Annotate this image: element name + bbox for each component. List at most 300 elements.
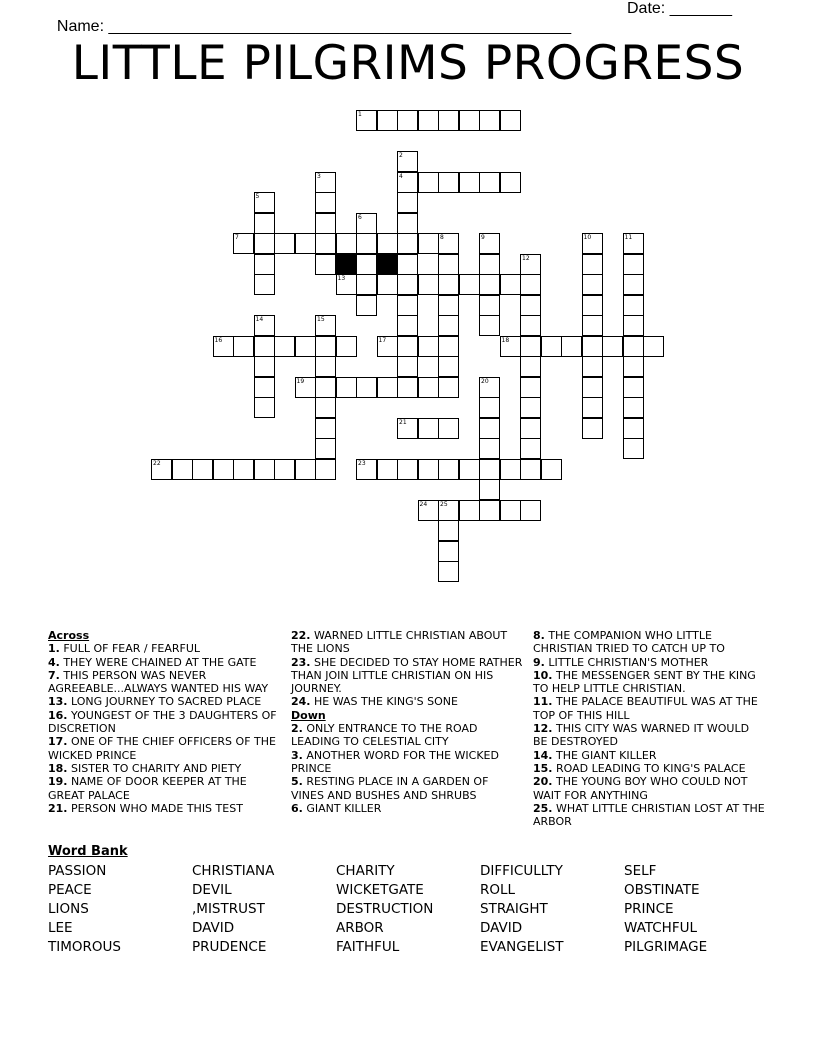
word-bank-item: DAVID [192, 920, 235, 936]
word-bank-item: DAVID [480, 920, 523, 936]
answer-cell[interactable] [233, 336, 254, 357]
answer-cell[interactable] [274, 459, 295, 480]
clue-text: ONE OF THE CHIEF OFFICERS OF THE WICKED PRINCE [48, 735, 276, 762]
clue-text: GIANT KILLER [302, 801, 382, 815]
clue-number: 8 [440, 234, 444, 241]
clue-text: THE PALACE BEAUTIFUL WAS AT THE TOP OF THIS HILL [533, 695, 758, 722]
clue [533, 669, 765, 696]
answer-cell[interactable] [397, 172, 418, 193]
clue [533, 656, 765, 669]
word-bank-item: LIONS [48, 901, 89, 917]
answer-cell[interactable] [377, 459, 398, 480]
clue [291, 695, 524, 708]
answer-cell[interactable] [213, 459, 234, 480]
clue-number: 12. [533, 722, 553, 736]
clue-number: 14 [255, 316, 264, 323]
word-bank-item: SELF [624, 863, 657, 879]
clue-text: SHE DECIDED TO STAY HOME RATHER THAN JOIN LITTLE CHRISTIAN ON HIS JOURNEY. [291, 655, 523, 696]
answer-cell[interactable] [479, 479, 500, 500]
word-bank-item: PEACE [48, 882, 92, 898]
answer-cell[interactable] [479, 315, 500, 336]
clue-text: SISTER TO CHARITY AND PIETY [67, 761, 242, 775]
answer-cell[interactable] [356, 295, 377, 316]
clue [533, 629, 765, 656]
clue-number: 19 [296, 377, 305, 385]
answer-cell[interactable] [479, 172, 500, 193]
answer-cell[interactable] [623, 377, 644, 398]
answer-cell[interactable] [602, 336, 623, 357]
clue-number: 21 [399, 418, 407, 426]
answer-cell[interactable] [315, 356, 336, 377]
answer-cell[interactable] [336, 274, 357, 295]
word-bank-item: WICKETGATE [336, 882, 424, 898]
answer-cell[interactable] [336, 336, 357, 357]
answer-cell[interactable] [377, 110, 398, 131]
clue-text: HE WAS THE KING'S SONE [310, 695, 458, 709]
clue-number: 17 [378, 336, 387, 344]
answer-cell[interactable] [213, 336, 234, 357]
answer-cell[interactable] [520, 254, 541, 275]
answer-cell[interactable] [582, 418, 603, 439]
answer-cell[interactable] [377, 274, 398, 295]
clue-text: LONG JOURNEY TO SACRED PLACE [67, 695, 262, 709]
clue [291, 775, 524, 802]
clue-number: 7 [235, 234, 239, 241]
answer-cell[interactable] [520, 315, 541, 336]
word-bank-item: CHRISTIANA [192, 863, 275, 879]
answer-cell[interactable] [356, 377, 377, 398]
answer-cell[interactable] [520, 438, 541, 459]
answer-cell[interactable] [418, 233, 439, 254]
answer-cell[interactable] [172, 459, 193, 480]
answer-cell[interactable] [561, 336, 582, 357]
clue-text: ROAD LEADING TO KING'S PALACE [552, 761, 746, 775]
clue-number: 21. [48, 801, 68, 815]
clue [48, 802, 280, 815]
answer-cell[interactable] [418, 172, 439, 193]
answer-cell[interactable] [418, 336, 439, 357]
clue-text: ANOTHER WORD FOR THE WICKED PRINCE [291, 748, 499, 775]
word-bank-item: ROLL [480, 882, 516, 898]
answer-cell[interactable] [479, 418, 500, 439]
answer-cell[interactable] [295, 459, 316, 480]
answer-cell[interactable] [520, 377, 541, 398]
answer-cell[interactable] [479, 500, 500, 521]
answer-cell[interactable] [397, 192, 418, 213]
answer-cell[interactable] [520, 336, 541, 357]
clue-text: NAME OF DOOR KEEPER AT THE GREAT PALACE [48, 775, 247, 802]
clue [291, 656, 524, 696]
answer-cell[interactable] [315, 397, 336, 418]
answer-cell[interactable] [500, 336, 521, 357]
answer-cell[interactable] [500, 500, 521, 521]
answer-cell[interactable] [438, 418, 459, 439]
answer-cell[interactable] [520, 397, 541, 418]
clue-text: YOUNGEST OF THE 3 DAUGHTERS OF DISCRETION [48, 708, 277, 736]
answer-cell[interactable] [479, 295, 500, 316]
answer-cell[interactable] [377, 336, 398, 357]
answer-cell[interactable] [500, 172, 521, 193]
answer-cell[interactable] [438, 561, 459, 582]
word-bank-item: DEVIL [192, 882, 232, 898]
clue-text: FULL OF FEAR / FEARFUL [59, 642, 201, 656]
answer-cell[interactable] [315, 192, 336, 213]
word-bank-item: FAITHFUL [336, 939, 400, 955]
answer-cell[interactable] [479, 233, 500, 254]
clues-column-1 [48, 629, 280, 815]
word-bank-item: PILGRIMAGE [624, 939, 708, 955]
word-bank-item: DESTRUCTION [336, 901, 434, 917]
clues-column-2 [291, 629, 524, 815]
clue [291, 749, 524, 776]
clue-number: 17. [48, 735, 68, 749]
word-bank-item: LEE [48, 920, 73, 936]
word-bank-column [480, 862, 564, 957]
answer-cell[interactable] [500, 110, 521, 131]
clue [291, 629, 524, 656]
answer-cell[interactable] [438, 172, 459, 193]
clue-number: 6. [291, 801, 303, 815]
clue [48, 695, 280, 708]
clue [48, 656, 280, 669]
black-cell [377, 254, 398, 275]
clue-number: 9. [533, 655, 545, 669]
clue [533, 722, 765, 749]
answer-cell[interactable] [397, 315, 418, 336]
answer-cell[interactable] [438, 459, 459, 480]
answer-cell[interactable] [479, 110, 500, 131]
clue-number: 7. [48, 668, 60, 682]
answer-cell[interactable] [397, 274, 418, 295]
word-bank-item: DIFFICULLTY [480, 863, 563, 879]
answer-cell[interactable] [315, 254, 336, 275]
answer-cell[interactable] [315, 459, 336, 480]
down-title: Down [291, 708, 326, 722]
clue-number: 10 [583, 234, 592, 241]
clue-text: ONLY ENTRANCE TO THE ROAD LEADING TO CELESTIAL CITY [291, 722, 478, 749]
answer-cell[interactable] [582, 295, 603, 316]
clue-number: 9 [481, 234, 485, 241]
black-cell [336, 254, 357, 275]
clue-number: 10. [533, 668, 553, 682]
clue-number: 20 [481, 377, 489, 385]
word-bank-item: CHARITY [336, 863, 395, 879]
answer-cell[interactable] [315, 336, 336, 357]
answer-cell[interactable] [315, 172, 336, 193]
answer-cell[interactable] [315, 315, 336, 336]
page-title: LITTLE PILGRIMS PROGRESS [71, 36, 745, 91]
clue [533, 695, 765, 722]
answer-cell[interactable] [459, 274, 480, 295]
answer-cell[interactable] [438, 254, 459, 275]
clue [533, 802, 765, 829]
answer-cell[interactable] [418, 377, 439, 398]
clue [533, 749, 765, 762]
answer-cell[interactable] [479, 254, 500, 275]
answer-cell[interactable] [623, 295, 644, 316]
answer-cell[interactable] [582, 356, 603, 377]
answer-cell[interactable] [397, 377, 418, 398]
clue-number: 13. [48, 695, 68, 709]
answer-cell[interactable] [295, 233, 316, 254]
answer-cell[interactable] [254, 377, 275, 398]
clue-number: 16. [48, 708, 68, 722]
answer-cell[interactable] [315, 377, 336, 398]
clue-text: THE COMPANION WHO LITTLE CHRISTIAN TRIED TO CATCH UP TO [533, 629, 725, 656]
clue-text: THE MESSENGER SENT BY THE KING TO HELP LITTLE CHRISTIAN. [533, 668, 756, 696]
answer-cell[interactable] [397, 295, 418, 316]
answer-cell[interactable] [254, 459, 275, 480]
word-bank-item: PRINCE [624, 901, 674, 917]
clue-number: 22. [291, 629, 311, 642]
clue [48, 709, 280, 736]
answer-cell[interactable] [315, 418, 336, 439]
answer-cell[interactable] [479, 438, 500, 459]
answer-cell[interactable] [356, 110, 377, 131]
answer-cell[interactable] [254, 233, 275, 254]
answer-cell[interactable] [459, 459, 480, 480]
clue-number: 16 [214, 336, 223, 344]
answer-cell[interactable] [582, 274, 603, 295]
answer-cell[interactable] [151, 459, 172, 480]
word-bank-item: PASSION [48, 863, 107, 879]
clue [48, 775, 280, 802]
word-bank-column [192, 862, 274, 957]
clue-text: THE YOUNG BOY WHO COULD NOT WAIT FOR ANYTHING [533, 775, 748, 802]
word-bank-item: WATCHFUL [624, 920, 697, 936]
clue [533, 762, 765, 775]
clue-number: 15 [317, 316, 325, 323]
clue-text: THEY WERE CHAINED AT THE GATE [59, 655, 257, 669]
clue-text: WARNED LITTLE CHRISTIAN ABOUT THE LIONS [291, 629, 508, 656]
clue-number: 2 [399, 152, 403, 159]
clue [291, 802, 524, 815]
clue-number: 12 [522, 254, 530, 262]
answer-cell[interactable] [520, 356, 541, 377]
clue-number: 20. [533, 775, 553, 789]
clue [48, 735, 280, 762]
answer-cell[interactable] [623, 397, 644, 418]
answer-cell[interactable] [315, 438, 336, 459]
date-field[interactable]: Date: _______ [627, 0, 732, 17]
clue-text: PERSON WHO MADE THIS TEST [67, 801, 243, 815]
answer-cell[interactable] [356, 233, 377, 254]
clue-number: 13 [337, 275, 346, 282]
answer-cell[interactable] [254, 213, 275, 234]
clue-number: 5. [291, 775, 303, 789]
clue-number: 23. [291, 655, 311, 669]
clue-number: 1 [358, 111, 362, 118]
answer-cell[interactable] [418, 459, 439, 480]
clue-number: 22 [153, 459, 161, 467]
answer-cell[interactable] [397, 459, 418, 480]
answer-cell[interactable] [254, 336, 275, 357]
clue-number: 2. [291, 722, 303, 736]
answer-cell[interactable] [582, 397, 603, 418]
word-bank-item: TIMOROUS [48, 939, 121, 955]
answer-cell[interactable] [623, 356, 644, 377]
answer-cell[interactable] [582, 336, 603, 357]
answer-cell[interactable] [254, 397, 275, 418]
answer-cell[interactable] [233, 233, 254, 254]
answer-cell[interactable] [438, 295, 459, 316]
clues-column-3 [533, 629, 765, 828]
clue-number: 25 [440, 500, 448, 508]
across-title: Across [48, 629, 90, 642]
answer-cell[interactable] [438, 315, 459, 336]
answer-cell[interactable] [500, 459, 521, 480]
answer-cell[interactable] [582, 254, 603, 275]
clue-number: 23 [358, 459, 366, 467]
clue-text: THIS PERSON WAS NEVER AGREEABLE...ALWAYS WANTED HIS WAY [48, 668, 269, 696]
word-bank-item: ARBOR [336, 920, 384, 936]
answer-cell[interactable] [418, 274, 439, 295]
answer-cell[interactable] [295, 377, 316, 398]
clue-number: 25. [533, 801, 553, 815]
clue-number: 4. [48, 655, 60, 669]
word-bank-item: EVANGELIST [480, 939, 564, 955]
answer-cell[interactable] [438, 541, 459, 562]
answer-cell[interactable] [254, 192, 275, 213]
clue-number: 15. [533, 761, 553, 775]
answer-cell[interactable] [623, 233, 644, 254]
answer-cell[interactable] [295, 336, 316, 357]
answer-cell[interactable] [274, 233, 295, 254]
clue-number: 4 [399, 172, 403, 180]
answer-cell[interactable] [397, 151, 418, 172]
answer-cell[interactable] [397, 110, 418, 131]
answer-cell[interactable] [377, 233, 398, 254]
clue [48, 642, 280, 655]
answer-cell[interactable] [418, 500, 439, 521]
answer-cell[interactable] [254, 254, 275, 275]
answer-cell[interactable] [438, 110, 459, 131]
answer-cell[interactable] [459, 172, 480, 193]
answer-cell[interactable] [274, 336, 295, 357]
answer-cell[interactable] [192, 459, 213, 480]
word-bank-item: ,MISTRUST [192, 901, 265, 917]
word-bank-item: OBSTINATE [624, 882, 700, 898]
clue-number: 11. [533, 695, 553, 709]
answer-cell[interactable] [418, 418, 439, 439]
clue [48, 762, 280, 775]
answer-cell[interactable] [438, 336, 459, 357]
answer-cell[interactable] [438, 500, 459, 521]
answer-cell[interactable] [623, 254, 644, 275]
answer-cell[interactable] [520, 418, 541, 439]
answer-cell[interactable] [541, 336, 562, 357]
answer-cell[interactable] [377, 377, 398, 398]
clue-number: 11 [624, 234, 633, 241]
word-bank-column [336, 862, 433, 957]
word-bank-column [624, 862, 707, 957]
answer-cell[interactable] [623, 274, 644, 295]
answer-cell[interactable] [438, 274, 459, 295]
clue-number: 18 [501, 336, 510, 344]
answer-cell[interactable] [438, 520, 459, 541]
clue-number: 8. [533, 629, 545, 642]
answer-cell[interactable] [397, 254, 418, 275]
clue-number: 24 [419, 500, 428, 508]
answer-cell[interactable] [233, 459, 254, 480]
answer-cell[interactable] [254, 315, 275, 336]
clue-number: 24. [291, 695, 311, 709]
clue [48, 669, 280, 696]
clue-text: WHAT LITTLE CHRISTIAN LOST AT THE ARBOR [533, 801, 765, 829]
word-bank-item: STRAIGHT [480, 901, 548, 917]
answer-cell[interactable] [582, 377, 603, 398]
clue-text: THIS CITY WAS WARNED IT WOULD BE DESTROYED [533, 722, 750, 749]
answer-cell[interactable] [520, 295, 541, 316]
answer-cell[interactable] [356, 213, 377, 234]
answer-cell[interactable] [315, 233, 336, 254]
clue [291, 722, 524, 749]
answer-cell[interactable] [623, 438, 644, 459]
clue-text: LITTLE CHRISTIAN'S MOTHER [544, 655, 709, 669]
clue-number: 5 [255, 193, 260, 200]
answer-cell[interactable] [479, 274, 500, 295]
answer-cell[interactable] [438, 377, 459, 398]
answer-cell[interactable] [397, 336, 418, 357]
answer-cell[interactable] [438, 233, 459, 254]
word-bank-item: PRUDENCE [192, 939, 267, 955]
answer-cell[interactable] [336, 377, 357, 398]
answer-cell[interactable] [438, 356, 459, 377]
answer-cell[interactable] [397, 356, 418, 377]
answer-cell[interactable] [397, 213, 418, 234]
answer-cell[interactable] [623, 315, 644, 336]
answer-cell[interactable] [500, 274, 521, 295]
word-bank-column [48, 862, 121, 957]
clue-text: RESTING PLACE IN A GARDEN OF VINES AND BUSHES AND SHRUBS [291, 775, 489, 802]
answer-cell[interactable] [254, 356, 275, 377]
answer-cell[interactable] [520, 274, 541, 295]
answer-cell[interactable] [418, 110, 439, 131]
answer-cell[interactable] [356, 274, 377, 295]
answer-cell[interactable] [479, 459, 500, 480]
answer-cell[interactable] [643, 336, 664, 357]
answer-cell[interactable] [397, 233, 418, 254]
word-bank-title: Word Bank [48, 844, 128, 859]
clue-number: 1. [48, 642, 60, 656]
answer-cell[interactable] [356, 459, 377, 480]
clue-number: 14. [533, 748, 553, 762]
answer-cell[interactable] [459, 500, 480, 521]
answer-cell[interactable] [582, 315, 603, 336]
clue-number: 3. [291, 748, 303, 762]
answer-cell[interactable] [582, 233, 603, 254]
answer-cell[interactable] [520, 459, 541, 480]
answer-cell[interactable] [356, 254, 377, 275]
clue-number: 3 [317, 172, 321, 180]
answer-cell[interactable] [336, 233, 357, 254]
answer-cell[interactable] [623, 418, 644, 439]
answer-cell[interactable] [479, 377, 500, 398]
clue-number: 18. [48, 761, 68, 775]
answer-cell[interactable] [459, 110, 480, 131]
clue [533, 775, 765, 802]
answer-cell[interactable] [520, 500, 541, 521]
answer-cell[interactable] [397, 418, 418, 439]
answer-cell[interactable] [541, 459, 562, 480]
answer-cell[interactable] [315, 213, 336, 234]
answer-cell[interactable] [254, 274, 275, 295]
answer-cell[interactable] [479, 397, 500, 418]
clue-number: 19. [48, 775, 68, 789]
clue-number: 6 [358, 213, 362, 221]
answer-cell[interactable] [623, 336, 644, 357]
name-field[interactable]: Name: ____________________________________________________ [56, 18, 572, 35]
